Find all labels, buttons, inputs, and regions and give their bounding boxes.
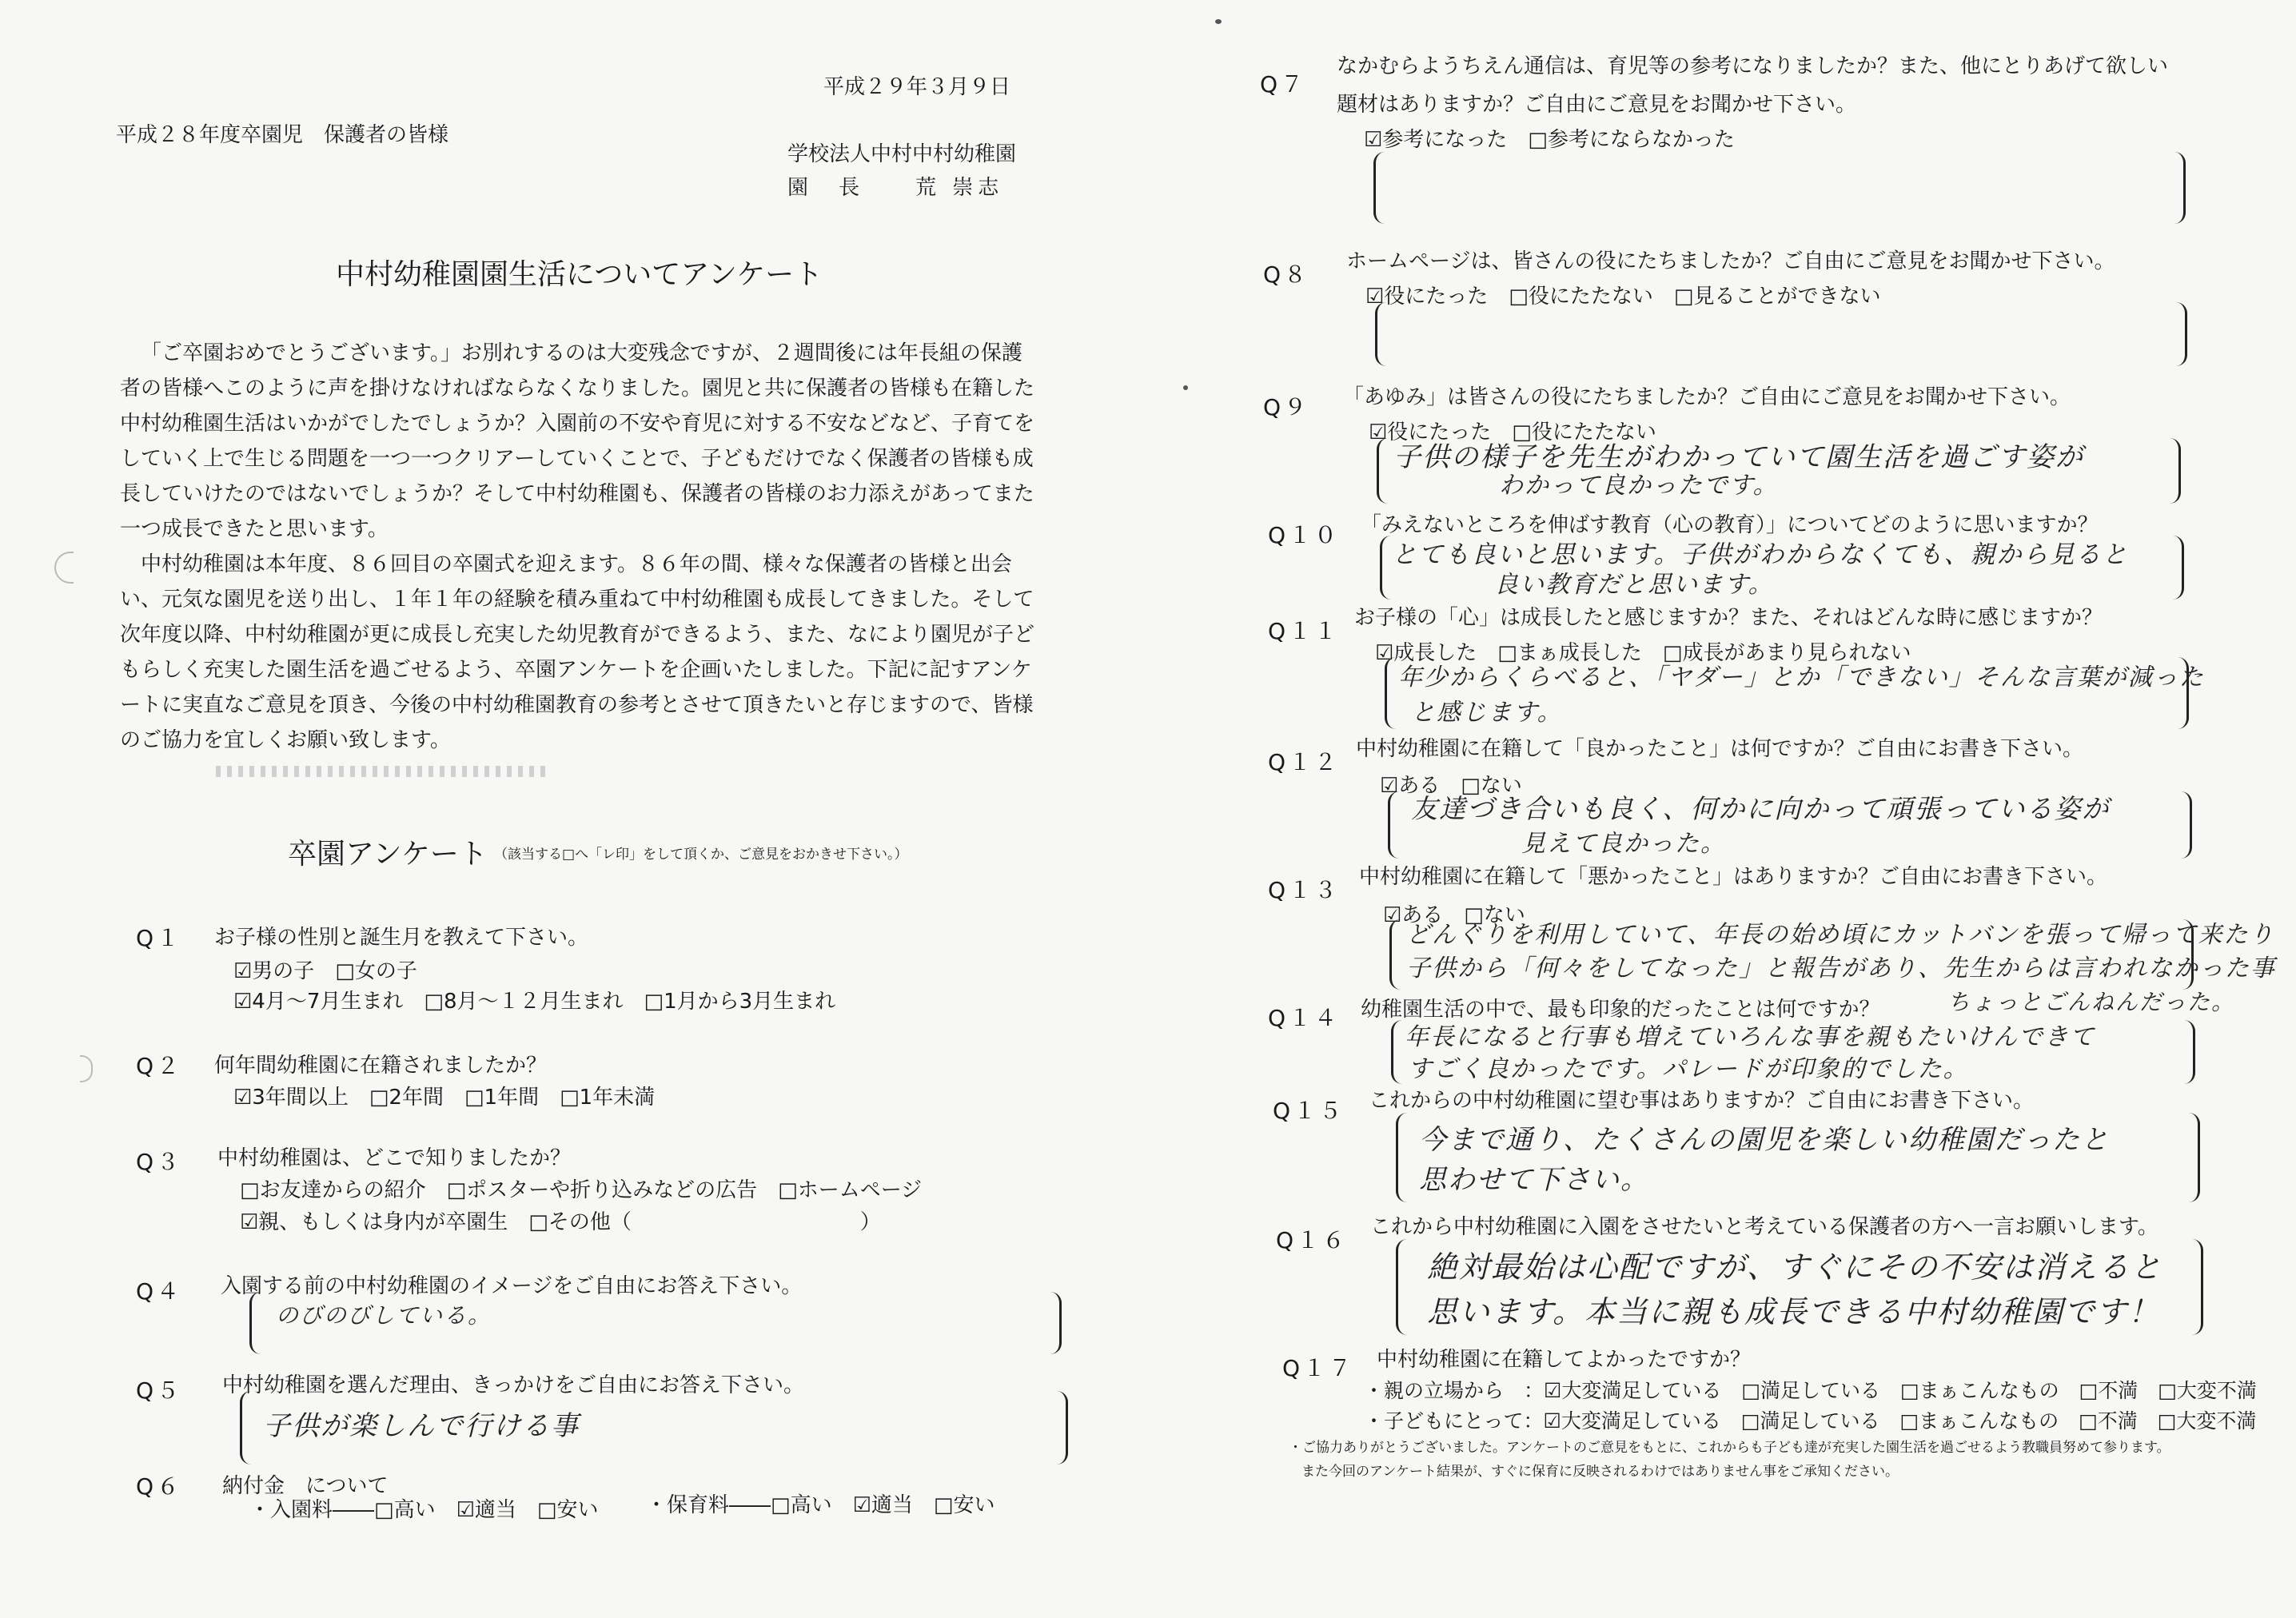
q5-handwritten-answer: 子供が楽しんで行ける事 [263, 1410, 580, 1442]
q1-options-birth-month[interactable]: ☑4月～7月生まれ □8月～１２月生まれ □1月から3月生まれ [233, 990, 836, 1014]
q5-number: Q５ [136, 1377, 183, 1404]
q9-text: 「あゆみ」は皆さんの役にたちましたか？ご自由にご意見をお聞かせ下さい。 [1343, 385, 2071, 409]
q12-number: Q１２ [1268, 749, 1341, 775]
q2-number: Q２ [136, 1053, 183, 1079]
q12-answer-line2: 見えて良かった。 [1521, 830, 1726, 858]
q15-number: Q１５ [1273, 1098, 1345, 1124]
q9-answer-line1: 子供の様子を先生がわかっていて園生活を過ごす姿が [1393, 441, 2084, 473]
punch-hole-mark [54, 552, 74, 584]
q3-text: 中村幼稚園は、どこで知りましたか？ [217, 1146, 572, 1170]
q9-options[interactable]: ☑役にたった □役にたたない [1369, 420, 1656, 444]
intro-text [120, 336, 1039, 758]
q10-text: 「みえないところを伸ばす教育（心の教育）」についてどのように思いますか？ [1361, 513, 2099, 537]
q7-options[interactable]: ☑参考になった □参考にならなかった [1364, 128, 1735, 152]
q8-number: Q８ [1263, 261, 1310, 288]
q7-text-line2: 題材はありますか？ご自由にご意見をお聞かせ下さい。 [1337, 93, 1857, 117]
q6-text: 納付金 について [222, 1474, 389, 1498]
q16-answer-line1: 絶対最始は心配ですが、すぐにその不安は消えると [1427, 1249, 2163, 1285]
footer-notice: また今回のアンケート結果が、すぐに保育に反映されるわけではありません事をご承知ください。 [1301, 1464, 1899, 1480]
q11-options[interactable]: ☑成長した □まぁ成長した □成長があまり見られない [1375, 641, 1911, 665]
faded-stamp-mark [216, 766, 552, 777]
q15-text: これからの中村幼稚園に望む事はありますか？ご自由にお書き下さい。 [1369, 1089, 2035, 1113]
q3-number: Q３ [136, 1149, 183, 1175]
right-page [1148, 0, 2296, 1618]
q10-answer-line2: 良い教育だと思います。 [1494, 571, 1774, 599]
q9-number: Q９ [1263, 394, 1310, 420]
q3-options-row2[interactable]: ☑親、もしくは身内が卒園生 □その他（ ） [240, 1210, 881, 1234]
footer-thanks: ・ご協力ありがとうございました。アンケートのご意見をもとに、これからも子ども達が充実した園生活を過ごせるよう教職員努めて参ります。 [1289, 1440, 2170, 1456]
q4-handwritten-answer: のびのびしている。 [276, 1302, 492, 1329]
q15-answer-line1: 今まで通り、たくさんの園児を楽しい幼稚園だったと [1419, 1124, 2110, 1156]
q15-answer-box[interactable] [1396, 1113, 2200, 1202]
q17-number: Q１７ [1282, 1355, 1355, 1381]
q13-answer-line1: どんぐりを利用していて、年長の始め頃にカットバンを張って帰って来たり [1406, 921, 2275, 949]
q7-answer-box[interactable] [1373, 152, 2186, 224]
q5-answer-box[interactable] [240, 1391, 1068, 1465]
q13-options[interactable]: ☑ある □ない [1383, 903, 1525, 927]
q10-answer-line1: とても良いと思います。子供がわからなくても、親から見ると [1392, 540, 2129, 569]
scan-speck-2 [1183, 385, 1188, 390]
q2-options[interactable]: ☑3年間以上 □2年間 □1年間 □1年未満 [233, 1086, 656, 1110]
q12-options[interactable]: ☑ある □ない [1380, 774, 1522, 798]
school-name: 学校法人中村中村幼稚園 [787, 142, 1017, 166]
q4-number: Q４ [136, 1278, 183, 1305]
q2-text: 何年間幼稚園に在籍されましたか？ [214, 1054, 548, 1078]
q7-text-line1: なかむらようちえん通信は、育児等の参考になりましたか？また、他にとりあげて欲しい [1337, 54, 2169, 78]
q10-number: Q１０ [1268, 522, 1341, 548]
recipient-line: 平成２８年度卒園児 保護者の皆様 [116, 123, 449, 147]
punch-hole-mark-lower [80, 1055, 93, 1082]
q14-answer-line1: 年長になると行事も増えていろんな事を親もたいけんできて [1405, 1023, 2095, 1051]
q13-number: Q１３ [1268, 877, 1341, 903]
page-title: 中村幼稚園園生活についてアンケート [336, 258, 823, 291]
q16-answer-box[interactable] [1396, 1239, 2203, 1335]
q8-answer-box[interactable] [1375, 302, 2187, 366]
q17-options-parent[interactable]: ・親の立場から ：☑大変満足している □満足している □まぁこんなもの □不満 □大変不満 [1364, 1379, 2257, 1402]
q7-number: Q７ [1260, 71, 1307, 98]
q13-text: 中村幼稚園に在籍して「悪かったこと」はありますか？ご自由にお書き下さい。 [1359, 865, 2108, 889]
document-date: 平成２９年３月９日 [823, 75, 1011, 99]
q16-text: これから中村幼稚園に入園をさせたいと考えている保護者の方へ一言お願いします。 [1370, 1215, 2158, 1239]
q14-answer-box[interactable] [1391, 1020, 2195, 1084]
q15-answer-line2: 思わせて下さい。 [1419, 1164, 1649, 1196]
q5-text: 中村幼稚園を選んだ理由、きっかけをご自由にお答え下さい。 [222, 1373, 805, 1397]
q11-answer-line1: 年少からくらべると、「ヤダー」とか「できない」そんな言葉が減った [1398, 664, 2205, 691]
q17-options-child[interactable]: ・子どもにとって：☑大変満足している □満足している □まぁこんなもの □不満 □大変不満 [1364, 1409, 2257, 1433]
survey-title: 卒園アンケート [288, 838, 488, 871]
q8-options[interactable]: ☑役にたった □役にたたない □見ることができない [1365, 285, 1881, 309]
intro-paragraph-2: 中村幼稚園は本年度、８６回目の卒園式を迎えます。８６年の間、様々な保護者の皆様と出会い、元気な園児を送り出し、１年１年の経験を積み重ねて中村幼稚園も成長してきました。そして次年度以降、中村幼稚園が更に成長し充実した幼児教育ができるよう、また、なにより園児が子どもらしく充実した園生活を過ごせるよう、卒園アンケートを企画いたしました。下記に記すアンケートに実直なご意見を頂き、今後の中村幼稚園教育の参考とさせて頂きたいと存じますので、皆様のご協力を宜しくお願い致します。 [120, 552, 1035, 752]
q16-answer-line2: 思います。本当に親も成長できる中村幼稚園です！ [1427, 1294, 2160, 1329]
q13-answer-line3: ちょっとごんねんだった。 [1947, 989, 2236, 1015]
q13-answer-line2: 子供から「何々をしてなった」と報告があり、先生からは言われなかった事 [1406, 954, 2276, 982]
q9-answer-line2: わかって良かったです。 [1499, 472, 1779, 500]
intro-paragraph-1: 「ご卒園おめでとうございます。」お別れするのは大変残念ですが、２週間後には年長組の保護者の皆様へこのように声を掛けなければならなくなりました。園児と共に保護者の皆様も在籍した中村幼稚園生活はいかがでしたでしょうか？入園前の不安や育児に対する不安などなど、子育てをしていく上で生じる問題を一つ一つクリアーしていくことで、子どもだけでなく保護者の皆様も成長していけたのではないでしょうか？そして中村幼稚園も、保護者の皆様のお力添えがあってまた一つ成長できたと思います。 [120, 341, 1035, 541]
q1-number: Q１ [136, 925, 183, 951]
q11-text: お子様の「心」は成長したと感じますか？また、それはどんな時に感じますか？ [1354, 606, 2103, 630]
q11-answer-line2: と感じます。 [1411, 699, 1563, 727]
q14-number: Q１４ [1268, 1005, 1341, 1031]
q12-answer-box[interactable] [1388, 791, 2192, 859]
q1-text: お子様の性別と誕生月を教えて下さい。 [214, 926, 589, 950]
q12-text: 中村幼稚園に在籍して「良かったこと」は何ですか？ご自由にお書き下さい。 [1356, 737, 2084, 761]
q3-options-row1[interactable]: □お友達からの紹介 □ポスターや折り込みなどの広告 □ホームページ [240, 1178, 923, 1202]
q12-answer-line1: 友達づき合いも良く、何かに向かって頑張っている姿が [1411, 793, 2111, 824]
q6-options-entrance-fee[interactable]: ・入園料――□高い ☑適当 □安い [249, 1498, 599, 1522]
q4-text: 入園する前の中村幼稚園のイメージをご自由にお答え下さい。 [221, 1274, 803, 1298]
q14-text: 幼稚園生活の中で、最も印象的だったことは何ですか？ [1361, 998, 1880, 1022]
q13-answer-box[interactable] [1389, 919, 2276, 990]
survey-instruction: （該当する□へ「レ印」をして頂くか、ご意見をおかきせ下さい。） [494, 847, 908, 863]
q10-answer-box[interactable] [1380, 536, 2184, 600]
q4-answer-box[interactable] [249, 1292, 1062, 1354]
q11-number: Q１１ [1268, 618, 1341, 644]
q16-number: Q１６ [1276, 1227, 1349, 1253]
principal-name: 園 長 荒 崇志 [787, 176, 1004, 200]
q14-answer-line2: すごく良かったです。パレードが印象的でした。 [1408, 1055, 1969, 1083]
q11-answer-box[interactable] [1385, 657, 2205, 729]
q17-text: 中村幼稚園に在籍してよかったですか？ [1377, 1348, 1752, 1372]
q8-text: ホームページは、皆さんの役にたちましたか？ご自由にご意見をお聞かせ下さい。 [1346, 249, 2115, 273]
scan-speck [1215, 19, 1222, 24]
q9-answer-box[interactable] [1377, 438, 2181, 504]
q6-number: Q６ [136, 1473, 183, 1500]
q6-options-childcare-fee[interactable]: ・保育料――□高い ☑適当 □安い [646, 1493, 995, 1517]
q1-options-gender[interactable]: ☑男の子 □女の子 [233, 959, 417, 983]
